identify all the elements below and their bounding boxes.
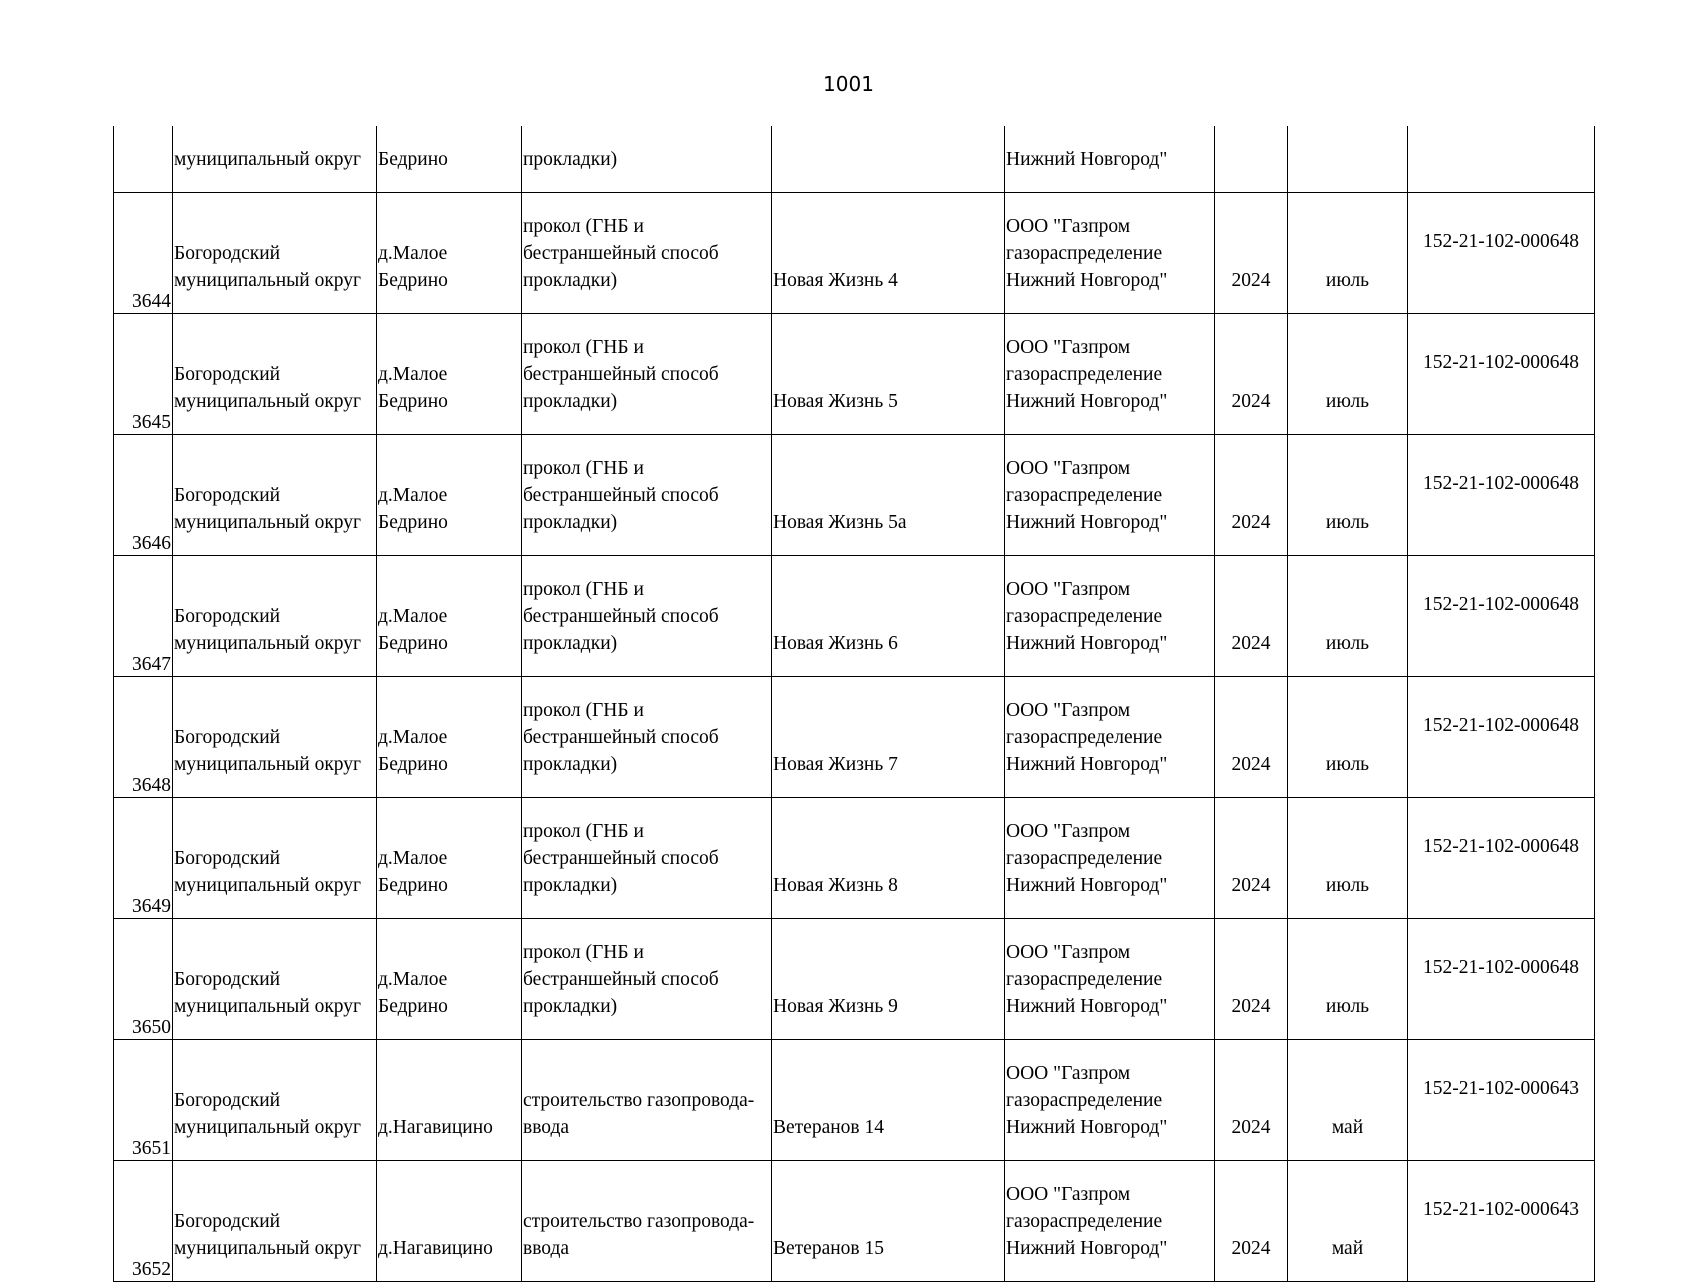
- district-line-1: Богородский: [174, 364, 281, 385]
- work-line-1: [523, 1060, 770, 1087]
- cell-district: [173, 193, 377, 314]
- code-text: 152-21-102-000648: [1423, 835, 1579, 857]
- year-text: 2024: [1231, 512, 1271, 533]
- cell-work-type: [522, 435, 772, 556]
- cell-district: [173, 798, 377, 919]
- work-line-1: прокол (ГНБ и: [523, 821, 644, 842]
- org-line-2: газораспределение: [1006, 485, 1163, 506]
- month-text: май: [1331, 1117, 1364, 1138]
- table-row-continued: [114, 126, 1595, 193]
- org-line-1: ООО "Газпром: [1006, 458, 1131, 479]
- org-line-3: Нижний Новгород": [1006, 391, 1168, 412]
- code-text: 152-21-102-000648: [1423, 956, 1579, 978]
- district-line-2: муниципальный округ: [174, 1117, 362, 1138]
- cell-number: [114, 193, 173, 314]
- work-line-2: бестраншейный способ: [523, 606, 719, 627]
- cell-settlement: [377, 1040, 522, 1161]
- cell-code: [1408, 314, 1595, 435]
- month-text: июль: [1325, 270, 1370, 291]
- table-row: [114, 556, 1595, 677]
- district-line-1: Богородский: [174, 848, 281, 869]
- cell-month: [1288, 1161, 1408, 1282]
- cell-organization: [1005, 919, 1215, 1040]
- address-text: Ветеранов 15: [773, 1238, 885, 1259]
- org-line-2: газораспределение: [1006, 1211, 1163, 1232]
- cell-organization: [1005, 193, 1215, 314]
- org-line-2: газораспределение: [1006, 243, 1163, 264]
- cell-organization: [1005, 677, 1215, 798]
- org-line-3: Нижний Новгород": [1006, 633, 1168, 654]
- settlement-line-1: д.Малое: [378, 364, 448, 385]
- cell-organization: [1005, 314, 1215, 435]
- work-line-1: [523, 1181, 770, 1208]
- cell-settlement: [377, 919, 522, 1040]
- cell-settlement: [377, 798, 522, 919]
- work-line-2: бестраншейный способ: [523, 485, 719, 506]
- year-text: 2024: [1231, 1238, 1271, 1259]
- cell-settlement: [377, 314, 522, 435]
- cell-number: [114, 314, 173, 435]
- table-row: [114, 677, 1595, 798]
- cell-number: [114, 435, 173, 556]
- work-line-3: ввода: [523, 1117, 570, 1138]
- table-row: [114, 314, 1595, 435]
- cell-address: [772, 435, 1005, 556]
- cell-address: [772, 677, 1005, 798]
- settlement-line-2: Бедрино: [378, 875, 448, 896]
- cell-year: [1215, 556, 1288, 677]
- work-line-3: прокладки): [523, 754, 618, 775]
- work-line-2: бестраншейный способ: [523, 848, 719, 869]
- month-text: июль: [1325, 512, 1370, 533]
- work-line-1: прокол (ГНБ и: [523, 579, 644, 600]
- cell-number: [114, 126, 173, 193]
- cell-settlement: [377, 435, 522, 556]
- cell-district: [173, 556, 377, 677]
- cell-year: [1215, 314, 1288, 435]
- org-line-3: Нижний Новгород": [1006, 1117, 1168, 1138]
- cell-code: [1408, 798, 1595, 919]
- work-line-1: прокол (ГНБ и: [523, 216, 644, 237]
- org-line-1: ООО "Газпром: [1006, 1184, 1131, 1205]
- cell-year: [1215, 798, 1288, 919]
- cell-settlement: [377, 556, 522, 677]
- row-number: 3651: [132, 1138, 171, 1159]
- district-line-1: Богородский: [174, 727, 281, 748]
- cell-work-type: [522, 1161, 772, 1282]
- cell-settlement: Бедрино: [377, 126, 522, 193]
- work-line-3: прокладки): [523, 996, 618, 1017]
- cell-organization: [1005, 435, 1215, 556]
- org-line-2: газораспределение: [1006, 727, 1163, 748]
- settlement-line-2: Бедрино: [378, 270, 448, 291]
- cell-number: [114, 556, 173, 677]
- cell-month: [1288, 677, 1408, 798]
- cell-number: [114, 1040, 173, 1161]
- org-line-1: ООО "Газпром: [1006, 700, 1131, 721]
- cell-work-type: [522, 193, 772, 314]
- cell-address: [772, 919, 1005, 1040]
- cell-address: [772, 1040, 1005, 1161]
- table-row: [114, 193, 1595, 314]
- cell-year: [1215, 1040, 1288, 1161]
- cell-year: [1215, 919, 1288, 1040]
- month-text: июль: [1325, 633, 1370, 654]
- cell-code: [1408, 1040, 1595, 1161]
- district-line-2: муниципальный округ: [174, 996, 362, 1017]
- row-number: 3650: [132, 1017, 171, 1038]
- cell-district: [173, 677, 377, 798]
- work-line-2: бестраншейный способ: [523, 727, 719, 748]
- cell-year: [1215, 126, 1288, 193]
- cell-work-type: прокладки): [522, 126, 772, 193]
- cell-month: [1288, 435, 1408, 556]
- cell-month: [1288, 314, 1408, 435]
- address-text: Новая Жизнь 4: [773, 270, 898, 291]
- cell-number: [114, 919, 173, 1040]
- settlement-line-1: д.Малое: [378, 727, 448, 748]
- month-text: июль: [1325, 391, 1370, 412]
- district-line-1: Богородский: [174, 243, 281, 264]
- org-line-3: Нижний Новгород": [1006, 875, 1168, 896]
- work-line-2: бестраншейный способ: [523, 969, 719, 990]
- code-text: 152-21-102-000648: [1423, 230, 1579, 252]
- cell-year: [1215, 435, 1288, 556]
- cell-work-type: [522, 1040, 772, 1161]
- cell-number: [114, 677, 173, 798]
- district-line-2: муниципальный округ: [174, 754, 362, 775]
- code-text: 152-21-102-000648: [1423, 593, 1579, 615]
- org-line-3: Нижний Новгород": [1006, 512, 1168, 533]
- code-text: 152-21-102-000648: [1423, 714, 1579, 736]
- cell-district: [173, 435, 377, 556]
- cell-month: [1288, 126, 1408, 193]
- cell-code: [1408, 126, 1595, 193]
- cell-address: [772, 556, 1005, 677]
- org-line-1: ООО "Газпром: [1006, 216, 1131, 237]
- cell-month: [1288, 556, 1408, 677]
- cell-organization: [1005, 556, 1215, 677]
- cell-code: [1408, 193, 1595, 314]
- work-line-1: прокол (ГНБ и: [523, 942, 644, 963]
- work-line-3: ввода: [523, 1238, 570, 1259]
- row-number: 3645: [132, 412, 171, 433]
- cell-address: [772, 314, 1005, 435]
- year-text: 2024: [1231, 875, 1271, 896]
- settlement-line-1: д.Малое: [378, 243, 448, 264]
- cell-month: [1288, 193, 1408, 314]
- work-line-1: прокол (ГНБ и: [523, 458, 644, 479]
- cell-organization: Нижний Новгород": [1005, 126, 1215, 193]
- table-row: [114, 919, 1595, 1040]
- month-text: июль: [1325, 754, 1370, 775]
- year-text: 2024: [1231, 754, 1271, 775]
- cell-address: [772, 126, 1005, 193]
- row-number: 3646: [132, 533, 171, 554]
- address-text: Новая Жизнь 5: [773, 391, 898, 412]
- table-row: [114, 435, 1595, 556]
- cell-district: муниципальный округ: [173, 126, 377, 193]
- row-number: 3644: [132, 291, 171, 312]
- cell-year: [1215, 1161, 1288, 1282]
- district-line-1: Богородский: [174, 969, 281, 990]
- address-text: Новая Жизнь 6: [773, 633, 898, 654]
- cell-month: [1288, 798, 1408, 919]
- work-line-3: прокладки): [523, 512, 618, 533]
- cell-work-type: [522, 314, 772, 435]
- cell-code: [1408, 919, 1595, 1040]
- org-line-1: ООО "Газпром: [1006, 942, 1131, 963]
- settlement-line-1: д.Малое: [378, 969, 448, 990]
- settlement-line-2: д.Нагавицино: [378, 1238, 493, 1259]
- cell-month: [1288, 919, 1408, 1040]
- org-line-3: Нижний Новгород": [1006, 996, 1168, 1017]
- month-text: июль: [1325, 875, 1370, 896]
- district-line-2: муниципальный округ: [174, 875, 362, 896]
- org-line-2: газораспределение: [1006, 606, 1163, 627]
- work-line-3: прокладки): [523, 633, 618, 654]
- cell-address: [772, 798, 1005, 919]
- table-row: [114, 1161, 1595, 1282]
- year-text: 2024: [1231, 1117, 1271, 1138]
- org-line-2: газораспределение: [1006, 969, 1163, 990]
- work-line-2: строительство газопровода-: [523, 1211, 755, 1232]
- cell-year: [1215, 193, 1288, 314]
- cell-settlement: [377, 193, 522, 314]
- org-line-3: Нижний Новгород": [1006, 1238, 1168, 1259]
- settlement-line-2: Бедрино: [378, 391, 448, 412]
- district-line-1: Богородский: [174, 485, 281, 506]
- page-number: 1001: [823, 72, 874, 96]
- district-line-2: муниципальный округ: [174, 1238, 362, 1259]
- row-number: 3652: [132, 1259, 171, 1280]
- district-line-2: муниципальный округ: [174, 633, 362, 654]
- org-line-1: ООО "Газпром: [1006, 337, 1131, 358]
- table-row: [114, 1040, 1595, 1161]
- district-line-1: Богородский: [174, 1211, 281, 1232]
- district-line-1: Богородский: [174, 606, 281, 627]
- cell-code: [1408, 677, 1595, 798]
- settlement-line-2: д.Нагавицино: [378, 1117, 493, 1138]
- cell-work-type: [522, 556, 772, 677]
- code-text: 152-21-102-000643: [1423, 1077, 1579, 1099]
- org-line-1: ООО "Газпром: [1006, 579, 1131, 600]
- table-row: [114, 798, 1595, 919]
- year-text: 2024: [1231, 996, 1271, 1017]
- org-line-2: газораспределение: [1006, 1090, 1163, 1111]
- year-text: 2024: [1231, 391, 1271, 412]
- cell-month: [1288, 1040, 1408, 1161]
- settlement-line-1: д.Малое: [378, 848, 448, 869]
- cell-settlement: [377, 1161, 522, 1282]
- org-line-2: газораспределение: [1006, 364, 1163, 385]
- org-line-3: Нижний Новгород": [1006, 754, 1168, 775]
- settlement-line-2: Бедрино: [378, 996, 448, 1017]
- district-line-2: муниципальный округ: [174, 270, 362, 291]
- cell-number: [114, 1161, 173, 1282]
- cell-settlement: [377, 677, 522, 798]
- registry-table: [113, 126, 1595, 1282]
- work-line-2: бестраншейный способ: [523, 243, 719, 264]
- cell-code: [1408, 556, 1595, 677]
- work-line-3: прокладки): [523, 270, 618, 291]
- row-number: 3648: [132, 775, 171, 796]
- cell-district: [173, 314, 377, 435]
- org-line-1: ООО "Газпром: [1006, 821, 1131, 842]
- district-line-2: муниципальный округ: [174, 512, 362, 533]
- settlement-line-1: [378, 1087, 520, 1114]
- work-line-2: строительство газопровода-: [523, 1090, 755, 1111]
- address-text: Новая Жизнь 9: [773, 996, 898, 1017]
- address-text: Новая Жизнь 8: [773, 875, 898, 896]
- year-text: 2024: [1231, 270, 1271, 291]
- cell-work-type: [522, 677, 772, 798]
- work-line-1: прокол (ГНБ и: [523, 700, 644, 721]
- cell-organization: [1005, 798, 1215, 919]
- cell-organization: [1005, 1040, 1215, 1161]
- work-line-3: прокладки): [523, 391, 618, 412]
- month-text: май: [1331, 1238, 1364, 1259]
- row-number: 3649: [132, 896, 171, 917]
- settlement-line-2: Бедрино: [378, 754, 448, 775]
- settlement-line-2: Бедрино: [378, 633, 448, 654]
- cell-year: [1215, 677, 1288, 798]
- cell-organization: [1005, 1161, 1215, 1282]
- cell-code: [1408, 435, 1595, 556]
- work-line-3: прокладки): [523, 875, 618, 896]
- code-text: 152-21-102-000643: [1423, 1198, 1579, 1220]
- org-line-2: газораспределение: [1006, 848, 1163, 869]
- cell-code: [1408, 1161, 1595, 1282]
- org-line-1: ООО "Газпром: [1006, 1063, 1131, 1084]
- cell-work-type: [522, 919, 772, 1040]
- cell-address: [772, 193, 1005, 314]
- address-text: Ветеранов 14: [773, 1117, 885, 1138]
- district-line-1: Богородский: [174, 1090, 281, 1111]
- cell-district: [173, 1161, 377, 1282]
- row-number: 3647: [132, 654, 171, 675]
- settlement-line-1: д.Малое: [378, 606, 448, 627]
- code-text: 152-21-102-000648: [1423, 472, 1579, 494]
- code-text: 152-21-102-000648: [1423, 351, 1579, 373]
- district-line-2: муниципальный округ: [174, 391, 362, 412]
- settlement-line-1: д.Малое: [378, 485, 448, 506]
- cell-number: [114, 798, 173, 919]
- work-line-2: бестраншейный способ: [523, 364, 719, 385]
- address-text: Новая Жизнь 7: [773, 754, 898, 775]
- org-line-3: Нижний Новгород": [1006, 270, 1168, 291]
- cell-work-type: [522, 798, 772, 919]
- month-text: июль: [1325, 996, 1370, 1017]
- cell-address: [772, 1161, 1005, 1282]
- cell-district: [173, 1040, 377, 1161]
- year-text: 2024: [1231, 633, 1271, 654]
- address-text: Новая Жизнь 5а: [773, 512, 907, 533]
- cell-district: [173, 919, 377, 1040]
- settlement-line-2: Бедрино: [378, 512, 448, 533]
- work-line-1: прокол (ГНБ и: [523, 337, 644, 358]
- settlement-line-1: [378, 1208, 520, 1235]
